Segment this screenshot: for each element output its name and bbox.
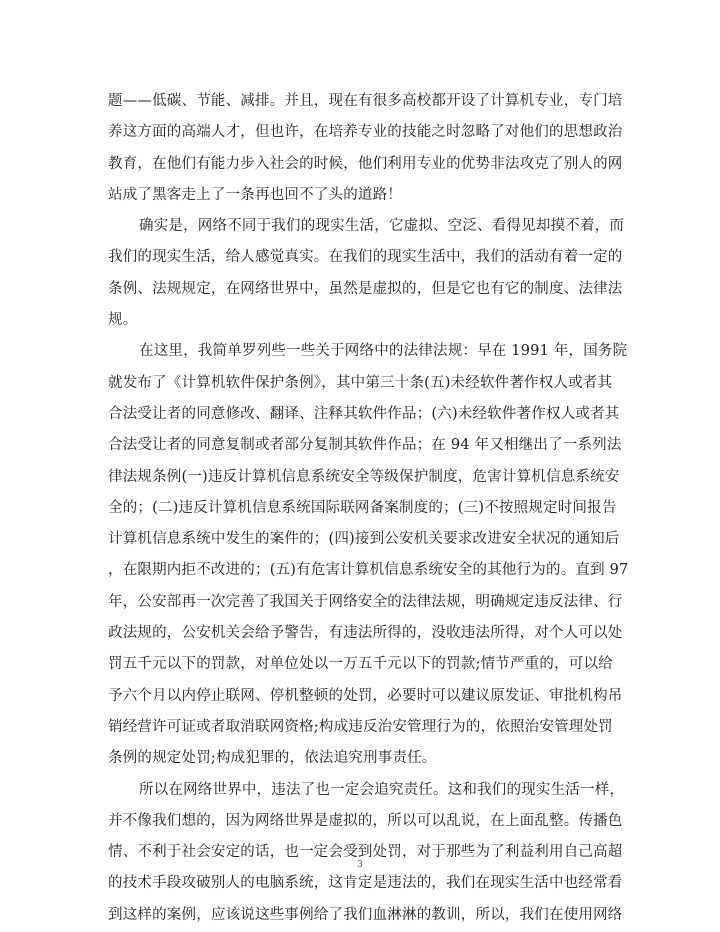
text-line: 到这样的案例，应该说这些事例给了我们血淋淋的教训，所以，我们在使用网络 — [108, 906, 623, 923]
text-line: ，在限期内拒不改进的；(五)有危害计算机信息系统安全的其他行为的。直到 97 — [108, 562, 629, 579]
text-line: 站成了黑客走上了一条再也回不了头的道路！ — [108, 186, 402, 203]
text-line: 年，公安部再一次完善了我国关于网络安全的法律法规，明确规定违反法律、行 — [108, 593, 623, 610]
body-text — [108, 86, 629, 931]
text-line: 条例、法规规定，在网络世界中，虽然是虚拟的，但是它也有它的制度、法律法 — [108, 280, 623, 297]
text-line: 条例的规定处罚;构成犯罪的，依法追究刑事责任。 — [108, 750, 437, 767]
text-line: 合法受让者的同意复制或者部分复制其软件作品；在 94 年又相继出了一系列法 — [108, 437, 622, 454]
text-line: 计算机信息系统中发生的案件的；(四)接到公安机关要求改进安全状况的通知后 — [108, 531, 620, 548]
text-line: 我们的现实生活，给人感觉真实。在我们的现实生活中，我们的活动有着一定的 — [108, 249, 623, 266]
text-line: 就发布了《计算机软件保护条例》，其中第三十条(五)未经软件著作权人或者其 — [108, 374, 613, 391]
text-line: 的技术手段攻破别人的电脑系统，这肯定是违法的，我们在现实生活中也经常看 — [108, 875, 623, 892]
paragraph-first-line: 所以在网络世界中，违法了也一定会追究责任。这和我们的现实生活一样， — [139, 781, 625, 798]
paragraph-first-line: 在这里，我简单罗列些一些关于网络中的法律法规：早在 1991 年，国务院 — [139, 343, 628, 360]
text-line: 题——低碳、节能、减排。并且，现在有很多高校都开设了计算机专业，专门培 — [108, 93, 623, 109]
text-line: 律法规条例(一)违反计算机信息系统安全等级保护制度，危害计算机信息系统安 — [108, 468, 620, 485]
text-line: 教育，在他们有能力步入社会的时候，他们利用专业的优势非法攻克了别人的网 — [108, 155, 623, 172]
text-line: 销经营许可证或者取消联网资格;构成违反治安管理行为的，依照治安管理处罚 — [108, 718, 613, 735]
text-line: 罚五千元以下的罚款，对单位处以一万五千元以下的罚款;情节严重的，可以给 — [108, 656, 613, 673]
text-line: 规。 — [108, 312, 138, 329]
paragraph-first-line: 确实是，网络不同于我们的现实生活，它虚拟、空泛、看得见却摸不着，而 — [139, 218, 625, 235]
text-line: 全的；(二)违反计算机信息系统国际联网备案制度的；(三)不按照规定时间报告 — [108, 499, 617, 516]
text-line: 养这方面的高端人才，但也许，在培养专业的技能之时忽略了对他们的思想政治 — [108, 124, 623, 141]
text-line: 情、不利于社会安定的话，也一定会受到处罚，对于那些为了利益利用自己高超 — [108, 844, 623, 861]
text-line: 并不像我们想的，因为网络世界是虚拟的，所以可以乱说，在上面乱整。传播色 — [108, 812, 623, 829]
text-line: 予六个月以内停止联网、停机整顿的处罚，必要时可以建议原发证、审批机构吊 — [108, 687, 623, 704]
page-number: 3 — [357, 860, 363, 870]
text-line: 政法规的，公安机关会给予警告，有违法所得的，没收违法所得，对个人可以处 — [108, 625, 623, 642]
text-line: 合法受让者的同意修改、翻译、注释其软件作品；(六)未经软件著作权人或者其 — [108, 405, 620, 422]
